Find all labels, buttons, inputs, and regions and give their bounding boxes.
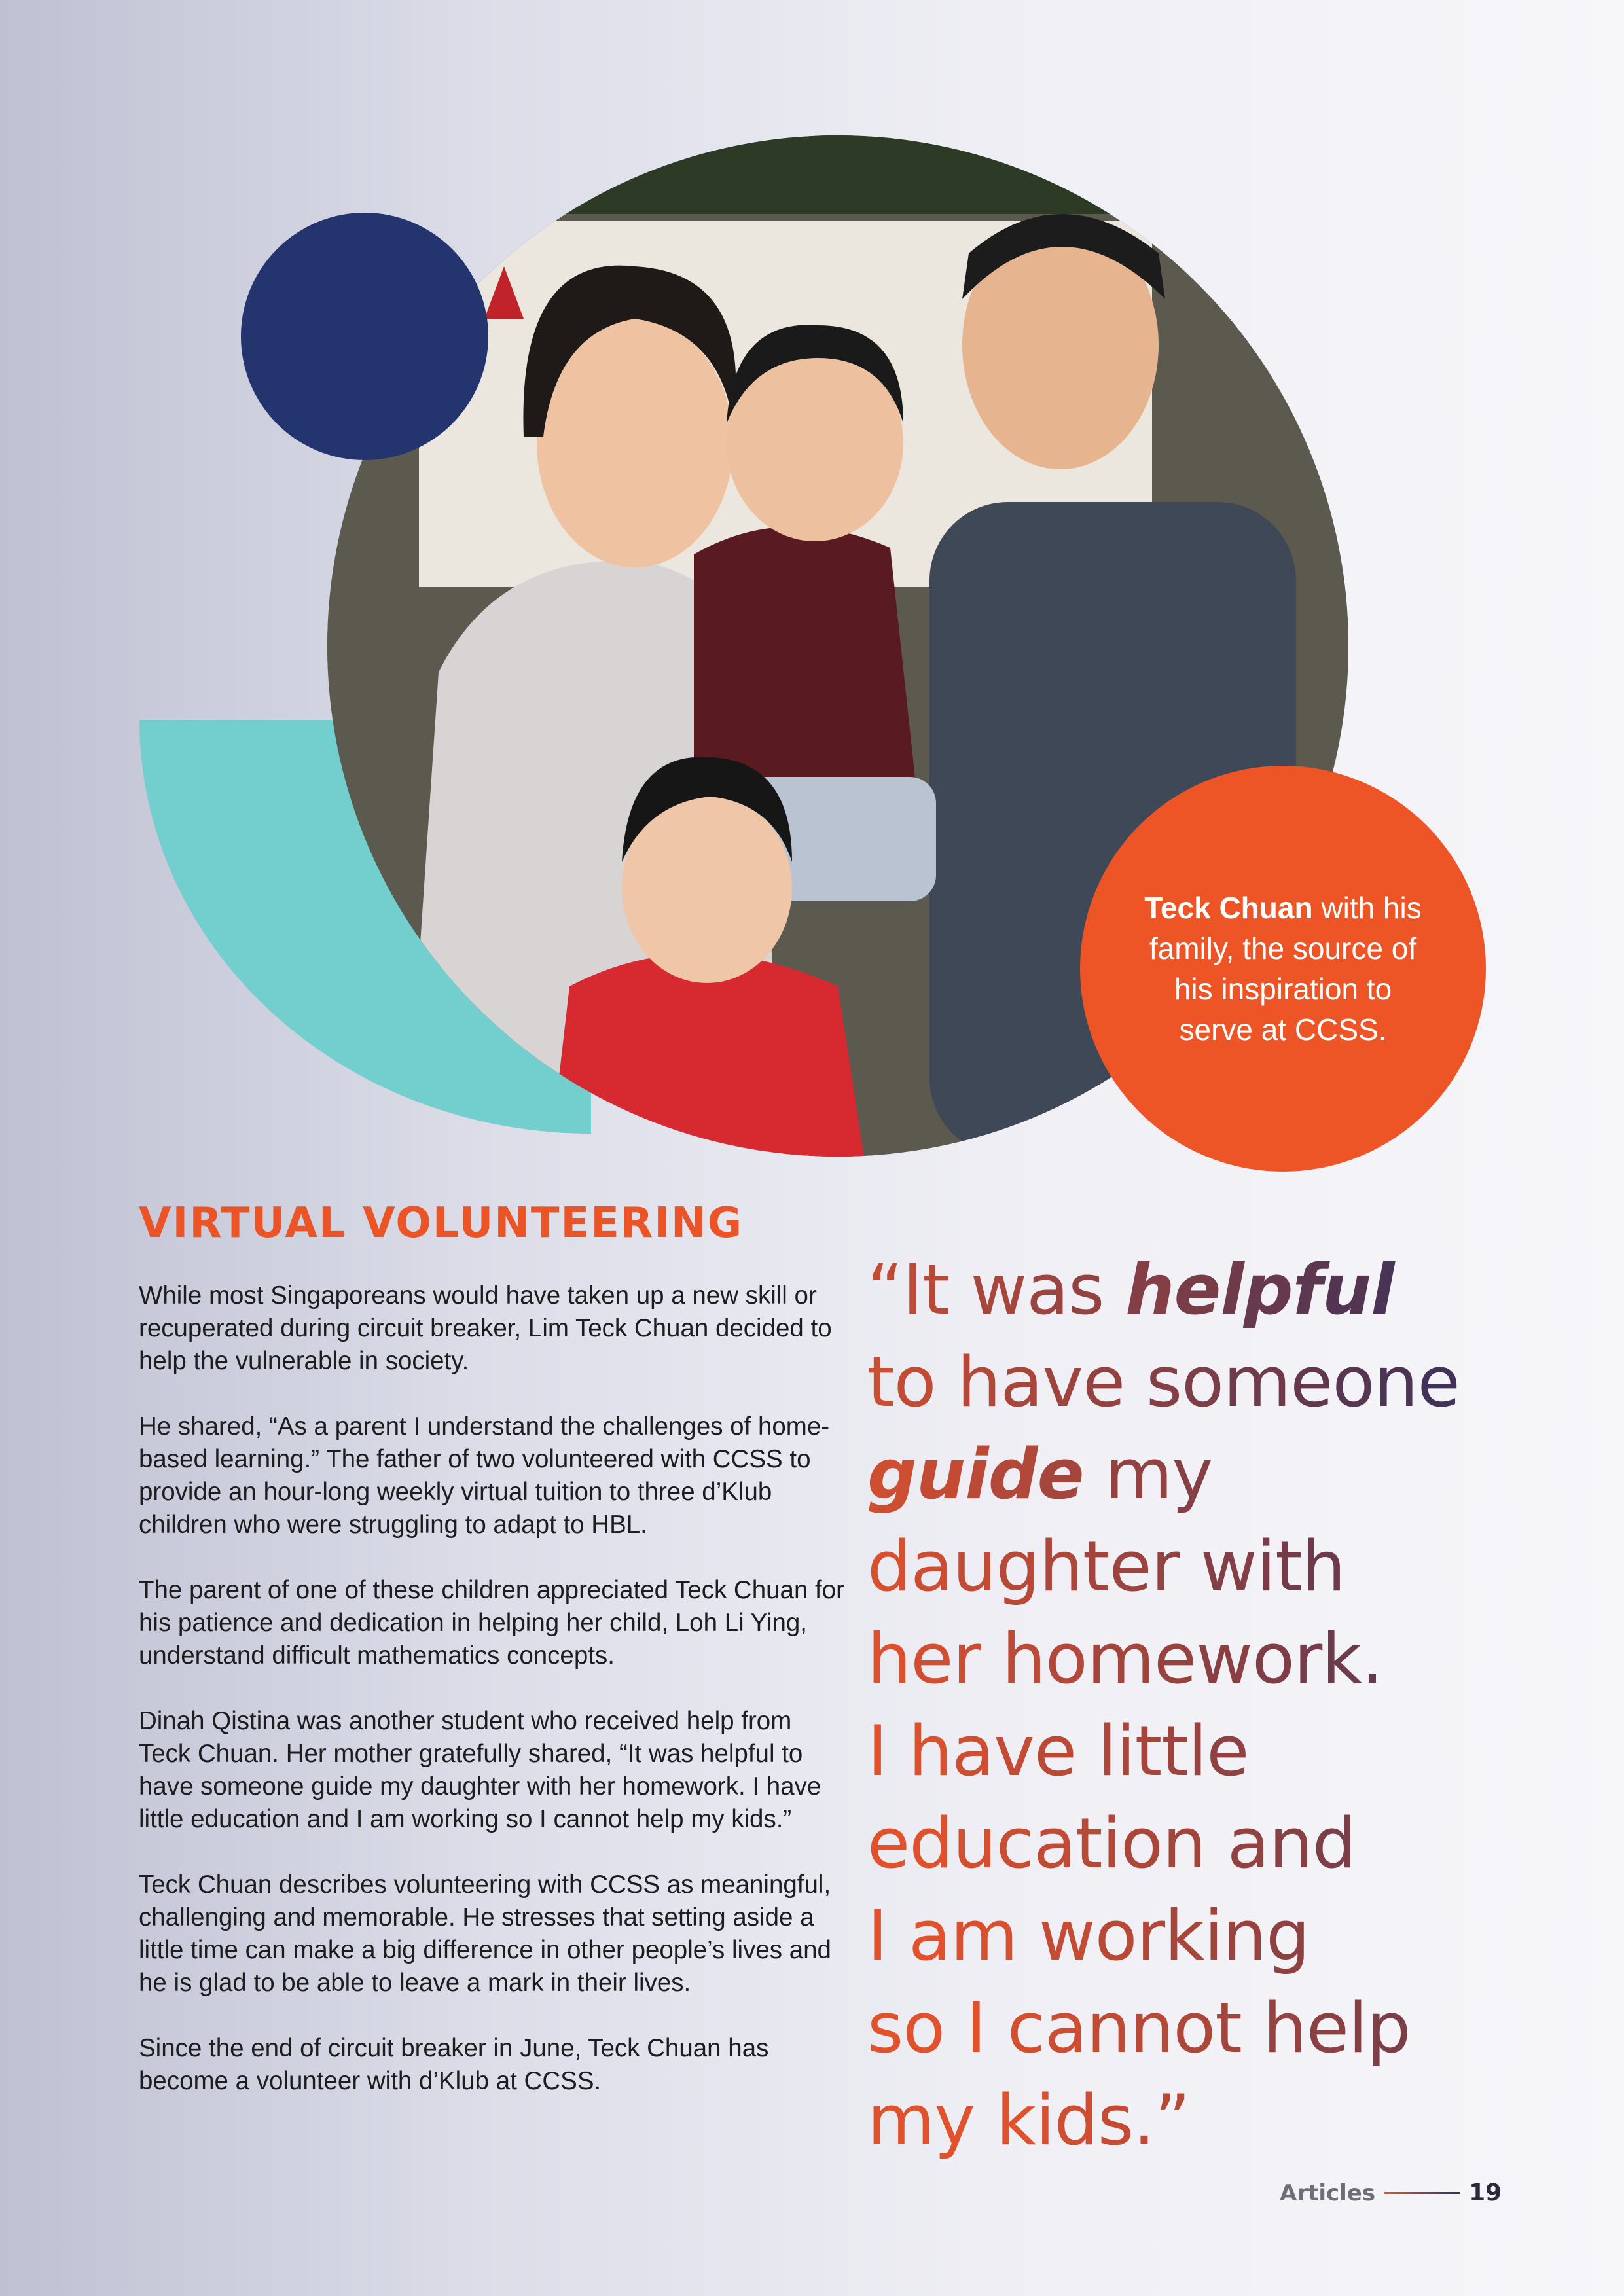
quote-line (867, 1336, 1587, 1428)
quote-segment: my (1105, 1434, 1213, 1515)
quote-line (867, 1520, 1587, 1613)
quote-segment: education and (867, 1803, 1356, 1884)
quote-emphasis: helpful (1125, 1249, 1394, 1330)
article-heading: VIRTUAL VOLUNTEERING (139, 1199, 744, 1247)
quote-segment: “It was (867, 1249, 1104, 1330)
quote-segment: to have someone (867, 1342, 1460, 1422)
article-paragraph: The parent of one of these children appreciated Teck Chuan for his patience and dedication in helping her child, Loh Li Ying, understand difficult mathematics concepts. (139, 1576, 844, 1670)
quote-segment: my kids.” (867, 2080, 1190, 2161)
quote-line (867, 1705, 1587, 1797)
page-number: 19 (1469, 2179, 1502, 2206)
page-footer (1280, 2179, 1502, 2206)
article-paragraph: While most Singaporeans would have taken up a new skill or recuperated during circuit breaker, Lim Teck Chuan decided to help the vulnerable in society. (139, 1282, 832, 1375)
quote-segment: I have little (867, 1711, 1249, 1791)
quote-line (867, 1797, 1587, 1890)
quote-line (867, 1613, 1587, 1705)
caption-name: Teck Chuan (1144, 891, 1313, 925)
quote-line (867, 1890, 1587, 1982)
photo-caption (1139, 888, 1427, 1050)
quote-line (867, 1244, 1587, 1336)
article-body (139, 1280, 846, 2130)
quote-segment: so I cannot help (867, 1988, 1411, 2068)
quote-line (867, 2074, 1587, 2166)
footer-divider (1384, 2192, 1460, 2194)
quote-emphasis: guide (867, 1434, 1084, 1515)
photo-caption-badge (1080, 766, 1486, 1172)
quote-segment: her homework. (867, 1619, 1383, 1699)
quote-segment: I am working (867, 1895, 1310, 1976)
article-paragraph: He shared, “As a parent I understand the challenges of home-based learning.” The father of two volunteered with CCSS to provide an hour-long weekly virtual tuition to three d’Klub children who were struggling to adapt to HBL. (139, 1412, 830, 1539)
caption-rest: with his family, the source of his inspiration to serve at CCSS. (1149, 891, 1422, 1047)
pull-quote (867, 1244, 1587, 2166)
navy-circle (241, 213, 488, 460)
footer-section-label: Articles (1280, 2179, 1376, 2206)
article-paragraph: Teck Chuan describes volunteering with CCSS as meaningful, challenging and memorable. He stresses that setting aside a little time can make a big difference in other people’s lives and he is glad to be able to leave a mark in their lives. (139, 1871, 831, 1997)
quote-line (867, 1428, 1587, 1520)
quote-segment: daughter with (867, 1526, 1345, 1607)
article-paragraph: Since the end of circuit breaker in June, Teck Chuan has become a volunteer with d’Klub at CCSS. (139, 2034, 769, 2095)
article-paragraph: Dinah Qistina was another student who received help from Teck Chuan. Her mother gratefully shared, “It was helpful to have someone guide my daughter with her homework. I have little education and I am working so I cannot help my kids.” (139, 1707, 821, 1833)
quote-line (867, 1982, 1587, 2074)
